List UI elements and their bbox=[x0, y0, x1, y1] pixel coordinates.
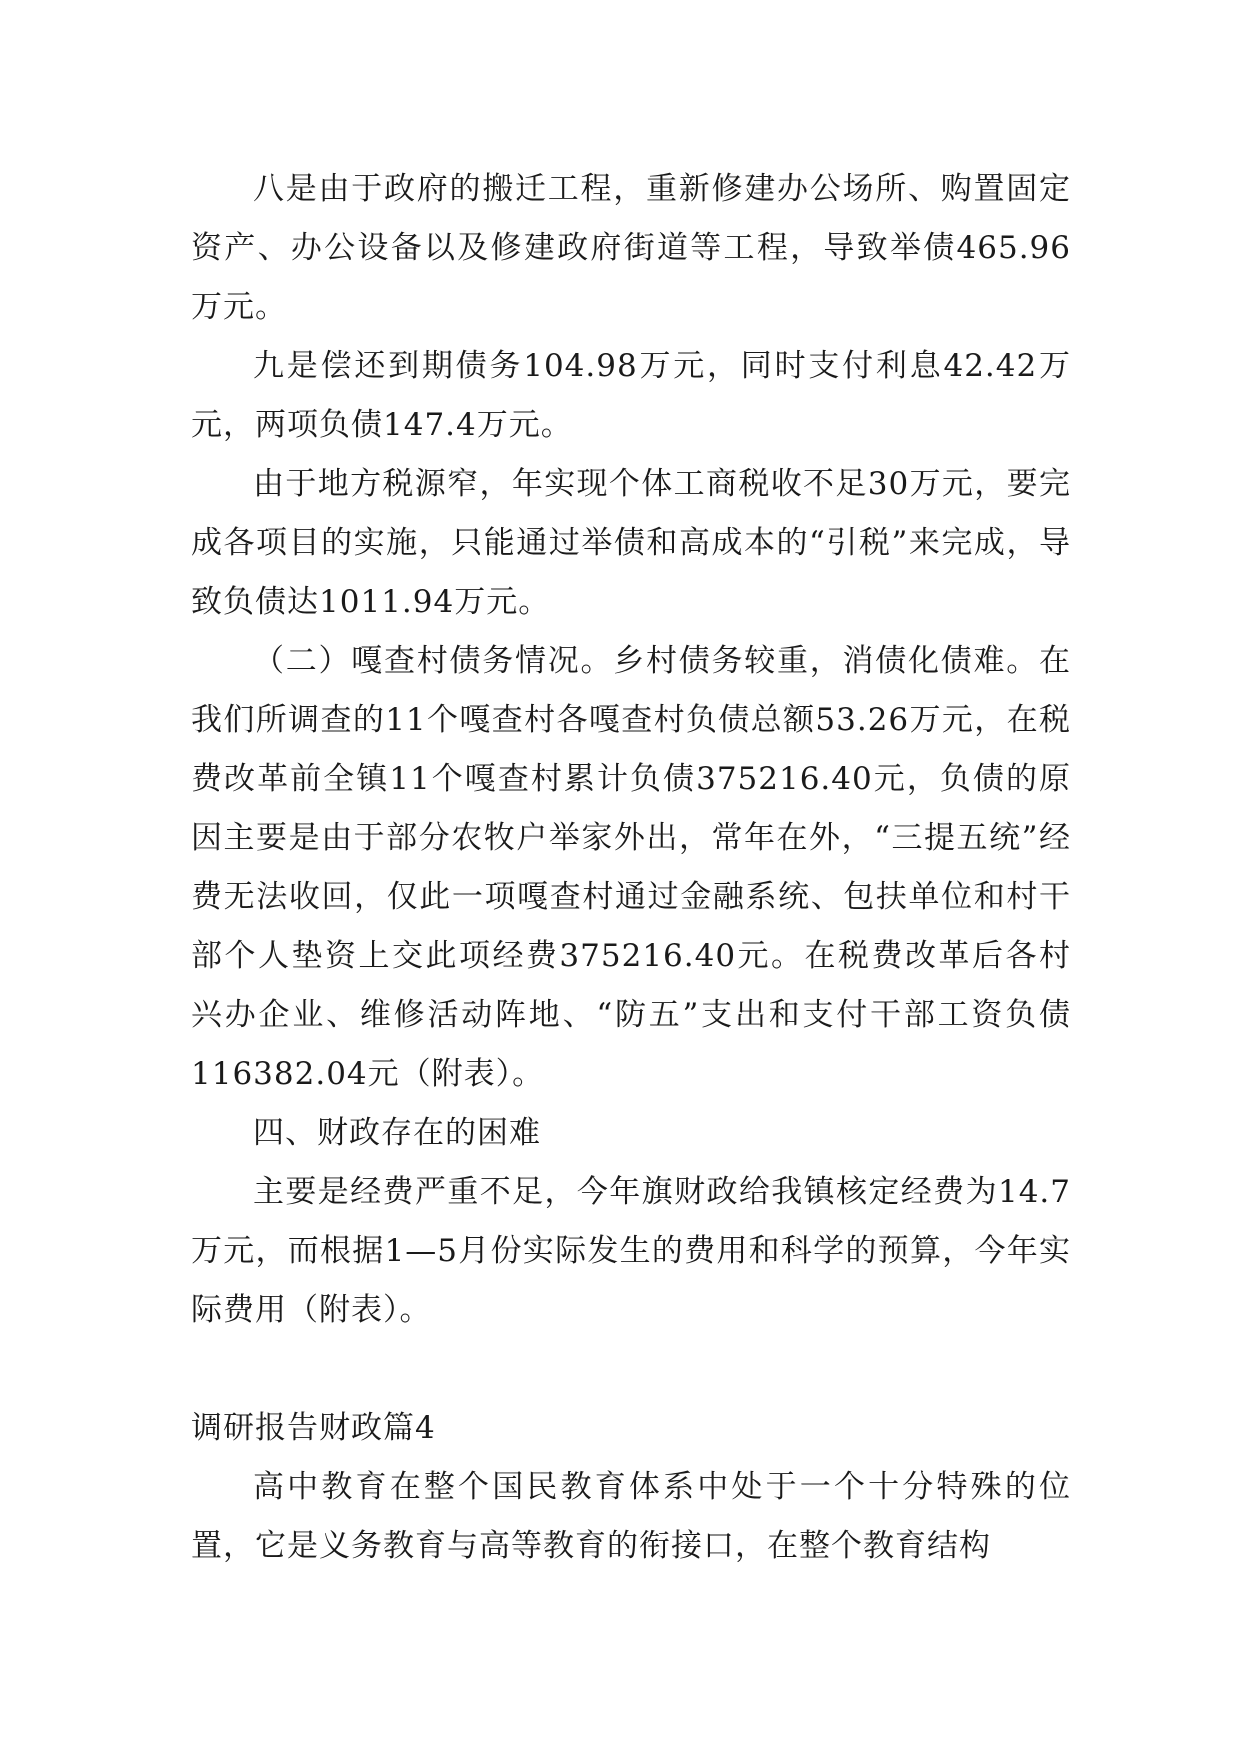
paragraph-funding-shortage: 主要是经费严重不足，今年旗财政给我镇核定经费为14.7万元，而根据1—5月份实际发生的费用和科学的预算，今年实际费用（附表）。 bbox=[191, 1174, 1071, 1328]
section-spacer bbox=[191, 1340, 1071, 1399]
paragraph-village-debt: （二）嘎查村债务情况。乡村债务较重，消债化债难。在我们所调查的11个嘎查村各嘎查村负债总额53.26万元，在税费改革前全镇11个嘎查村累计负债375216.40元，负债的原因主要是由于部分农牧户举家外出，常年在外，“三提五统”经费无法收回，仅此一项嘎查村通过金融系统、包扶单位和村干部个人垫资上交此项经费375216.40元。在税费改革后各村兴办企业、维修活动阵地、“防五”支出和支付干部工资负债116382.04元（附表）。 bbox=[191, 643, 1071, 1092]
document-body bbox=[191, 160, 1071, 1576]
paragraph-relocation-debt: 八是由于政府的搬迁工程，重新修建办公场所、购置固定资产、办公设备以及修建政府街道等工程，导致举债465.96万元。 bbox=[191, 171, 1071, 325]
paragraph-debt-repayment: 九是偿还到期债务104.98万元，同时支付利息42.42万元，两项负债147.4万元。 bbox=[191, 348, 1071, 443]
section-title: 调研报告财政篇4 bbox=[191, 1410, 436, 1446]
heading-fiscal-difficulties: 四、财政存在的困难 bbox=[253, 1115, 541, 1151]
paragraph-high-school-education: 高中教育在整个国民教育体系中处于一个十分特殊的位置，它是义务教育与高等教育的衔接口，在整个教育结构 bbox=[191, 1469, 1071, 1564]
paragraph-tax-source: 由于地方税源窄，年实现个体工商税收不足30万元，要完成各项目的实施，只能通过举债和高成本的“引税”来完成，导致负债达1011.94万元。 bbox=[191, 466, 1071, 620]
